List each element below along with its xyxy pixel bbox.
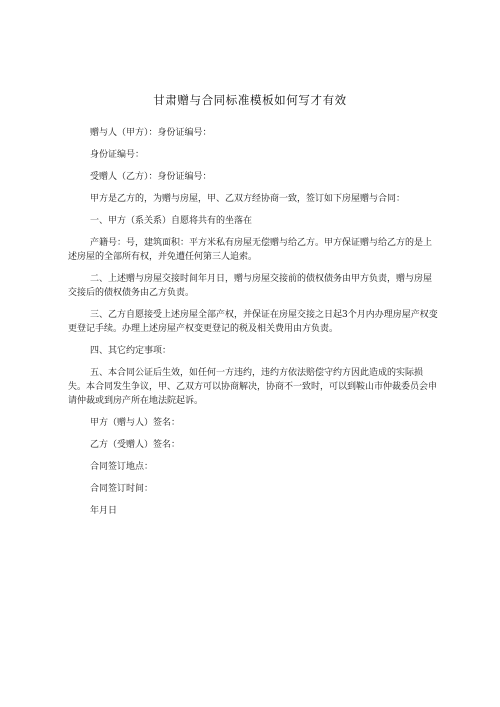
clause-2-paragraph: 二、上述赠与房屋交接时间年月日，赠与房屋交接前的债权债务由甲方负责，赠与房屋交接后的债权债务由乙方负责。: [68, 274, 433, 298]
signing-place-line: 合同签订地点：: [90, 462, 154, 472]
signing-time-line: 合同签订时间：: [90, 484, 154, 494]
clause-1-body: 产籍号：号，建筑面积：平方米私有房屋无偿赠与给乙方。甲方保证赠与给乙方的是上述房屋的全部所有权，并免遭任何第三人追索。: [68, 238, 433, 262]
donor-signature-line: 甲方（赠与人）签名：: [90, 418, 181, 428]
clause-4-heading: 四、其它约定事项：: [90, 346, 172, 356]
preamble-paragraph: 甲方是乙方的，为赠与房屋，甲、乙双方经协商一致，签订如下房屋赠与合同：: [90, 194, 406, 204]
id-number-line: 身份证编号：: [90, 150, 145, 160]
date-line: 年月日: [90, 506, 118, 516]
donee-signature-line: 乙方（受赠人）签名：: [90, 440, 181, 450]
clause-1-heading: 一、甲方（系关系）自愿将共有的坐落在: [90, 216, 253, 226]
donee-id-line: 受赠人（乙方）：身份证编号：: [90, 172, 212, 182]
clause-3-paragraph: 三、乙方自愿接受上述房屋全部产权，并保证在房屋交接之日起3个月内办理房屋产权变更登记手续。办理上述房屋产权变更登记的税及相关费用由方负责。: [68, 310, 438, 334]
document-title: 甘肃赠与合同标准模板如何写才有效: [153, 93, 347, 107]
clause-5-paragraph: 五、本合同公证后生效，如任何一方违约，违约方依法赔偿守约方因此造成的实际损失。本合同发生争议，甲、乙双方可以协商解决，协商不一致时，可以到鞍山市仲裁委员会申请仲裁或到房产所在地法院起诉。: [68, 368, 438, 406]
donor-id-line: 赠与人（甲方）：身份证编号：: [90, 128, 212, 138]
